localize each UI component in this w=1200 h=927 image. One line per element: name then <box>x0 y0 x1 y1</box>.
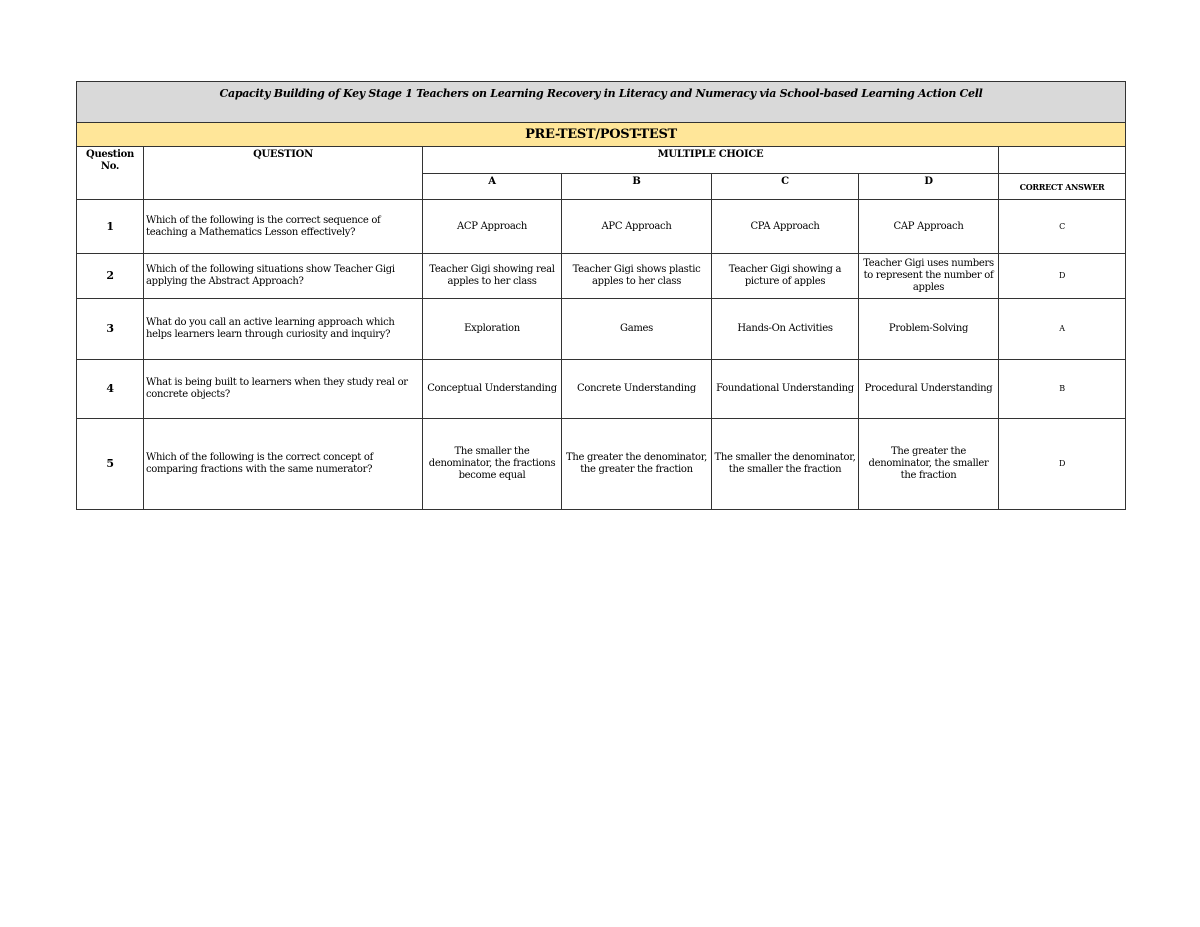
table-row <box>77 299 1126 360</box>
choice-b: Teacher Gigi shows plastic apples to her class <box>562 254 712 299</box>
choice-d: Procedural Understanding <box>859 360 999 419</box>
choice-d: The greater the denominator, the smaller the fraction <box>859 419 999 510</box>
question-header: QUESTION <box>144 147 423 200</box>
choice-b: APC Approach <box>562 200 712 254</box>
question-number: 5 <box>77 419 144 510</box>
choice-d: Problem-Solving <box>859 299 999 360</box>
choice-b: Games <box>562 299 712 360</box>
correct-answer-header: CORRECT ANSWER <box>999 174 1126 200</box>
choice-a-header: A <box>423 174 562 200</box>
test-type-heading: PRE-TEST/POST-TEST <box>77 123 1126 147</box>
question-text: Which of the following is the correct concept of comparing fractions with the same numerator? <box>144 419 423 510</box>
document-title: Capacity Building of Key Stage 1 Teachers on Learning Recovery in Literacy and Numeracy via School-based Learning Action Cell <box>77 82 1126 123</box>
choice-d: CAP Approach <box>859 200 999 254</box>
correct-answer: A <box>999 299 1126 360</box>
question-text: Which of the following is the correct sequence of teaching a Mathematics Lesson effectively? <box>144 200 423 254</box>
table-row <box>77 200 1126 254</box>
choice-c: Hands-On Activities <box>712 299 859 360</box>
choice-a: Exploration <box>423 299 562 360</box>
multiple-choice-header: MULTIPLE CHOICE <box>423 147 999 174</box>
question-number: 2 <box>77 254 144 299</box>
choice-a: ACP Approach <box>423 200 562 254</box>
choice-a: The smaller the denominator, the fractions become equal <box>423 419 562 510</box>
question-number: 3 <box>77 299 144 360</box>
correct-answer: C <box>999 200 1126 254</box>
question-text: What do you call an active learning approach which helps learners learn through curiosity and inquiry? <box>144 299 423 360</box>
choice-c: The smaller the denominator, the smaller the fraction <box>712 419 859 510</box>
question-no-header: Question No. <box>77 147 144 200</box>
table-row <box>77 360 1126 419</box>
question-text: What is being built to learners when they study real or concrete objects? <box>144 360 423 419</box>
choice-c: Teacher Gigi showing a picture of apples <box>712 254 859 299</box>
choice-c-header: C <box>712 174 859 200</box>
choice-c: Foundational Understanding <box>712 360 859 419</box>
correct-answer: D <box>999 254 1126 299</box>
choice-b: Concrete Understanding <box>562 360 712 419</box>
choice-d-header: D <box>859 174 999 200</box>
question-number: 1 <box>77 200 144 254</box>
test-table <box>76 81 1126 510</box>
table-row <box>77 419 1126 510</box>
choice-b-header: B <box>562 174 712 200</box>
choice-b: The greater the denominator, the greater the fraction <box>562 419 712 510</box>
correct-answer: D <box>999 419 1126 510</box>
question-number: 4 <box>77 360 144 419</box>
choice-a: Conceptual Understanding <box>423 360 562 419</box>
table-row <box>77 254 1126 299</box>
choice-a: Teacher Gigi showing real apples to her class <box>423 254 562 299</box>
choice-c: CPA Approach <box>712 200 859 254</box>
empty-header-cell <box>999 147 1126 174</box>
choice-d: Teacher Gigi uses numbers to represent the number of apples <box>859 254 999 299</box>
question-text: Which of the following situations show Teacher Gigi applying the Abstract Approach? <box>144 254 423 299</box>
correct-answer: B <box>999 360 1126 419</box>
